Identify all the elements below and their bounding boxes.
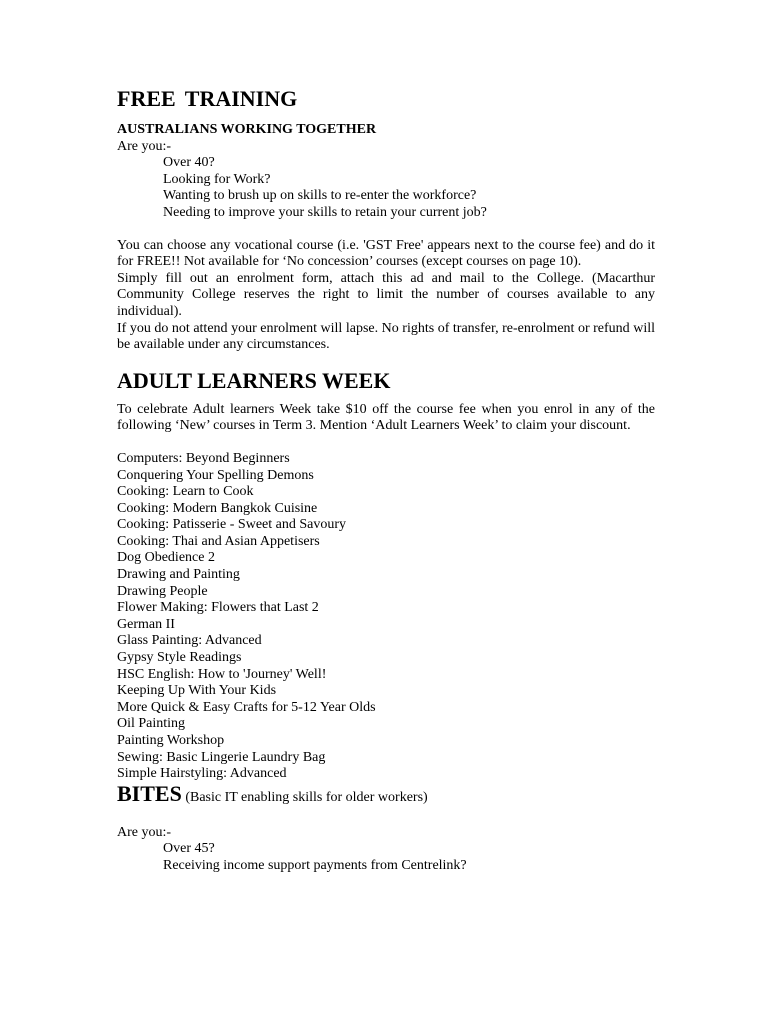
bites-title: BITES (117, 780, 182, 806)
course-item: Simple Hairstyling: Advanced (117, 766, 287, 782)
course-item: Cooking: Patisserie - Sweet and Savoury (117, 517, 347, 533)
course-item: Computers: Beyond Beginners (117, 450, 290, 466)
free-training-heading: FREE TRAINING (117, 86, 298, 111)
free-training-questions (117, 155, 655, 221)
course-item: Sewing: Basic Lingerie Laundry Bag (117, 749, 326, 765)
bites-heading (117, 780, 655, 809)
question-item: Over 45? (163, 841, 215, 857)
course-list (117, 451, 655, 783)
course-item: HSC English: How to 'Journey' Well! (117, 666, 327, 682)
course-item: Cooking: Modern Bangkok Cuisine (117, 500, 318, 516)
document-page (117, 84, 655, 875)
course-item: Oil Painting (117, 716, 186, 732)
course-item: Painting Workshop (117, 733, 225, 748)
course-item: Gypsy Style Readings (117, 650, 242, 666)
bites-description: (Basic IT enabling skills for older workers) (181, 789, 428, 805)
course-item: Drawing People (117, 583, 208, 599)
course-item: Glass Painting: Advanced (117, 633, 262, 649)
course-item: More Quick & Easy Crafts for 5-12 Year Olds (117, 699, 376, 715)
bites-questions (117, 841, 655, 874)
question-item: Over 40? (163, 155, 215, 171)
free-training-paragraph: Simply fill out an enrolment form, attach this ad and mail to the College. (Macarthur Community College reserves the right to limit the number of courses available to any individual). (117, 270, 655, 319)
course-item: Cooking: Learn to Cook (117, 484, 254, 500)
course-item: Conquering Your Spelling Demons (117, 467, 314, 483)
course-item: Flower Making: Flowers that Last 2 (117, 600, 319, 616)
free-training-paragraph: If you do not attend your enrolment will lapse. No rights of transfer, re-enrolment or refund will be available under any circumstances. (117, 320, 655, 353)
adult-learners-week-heading: ADULT LEARNERS WEEK (117, 367, 391, 393)
free-training-intro: Are you:- (117, 138, 172, 154)
course-item: Dog Obedience 2 (117, 550, 215, 566)
adult-learners-paragraph: To celebrate Adult learners Week take $10 off the course fee when you enrol in any of the following ‘New’ courses in Term 3. Mention ‘Adult Learners Week’ to claim your discount. (117, 401, 655, 434)
question-item: Wanting to brush up on skills to re-enter the workforce? (163, 188, 477, 204)
course-item: Cooking: Thai and Asian Appetisers (117, 533, 320, 549)
question-item: Needing to improve your skills to retain your current job? (163, 204, 487, 220)
australians-working-together-subheading: AUSTRALIANS WORKING TOGETHER (117, 122, 377, 137)
course-item: Drawing and Painting (117, 567, 240, 583)
free-training-paragraph: You can choose any vocational course (i.e. 'GST Free' appears next to the course fee) and do it for FREE!! Not available for ‘No concession’ courses (except courses on page 10). (117, 237, 655, 270)
course-item: German II (117, 616, 175, 632)
course-item: Keeping Up With Your Kids (117, 683, 277, 699)
question-item: Receiving income support payments from Centrelink? (163, 857, 467, 873)
question-item: Looking for Work? (163, 171, 271, 187)
bites-intro: Are you:- (117, 824, 172, 840)
